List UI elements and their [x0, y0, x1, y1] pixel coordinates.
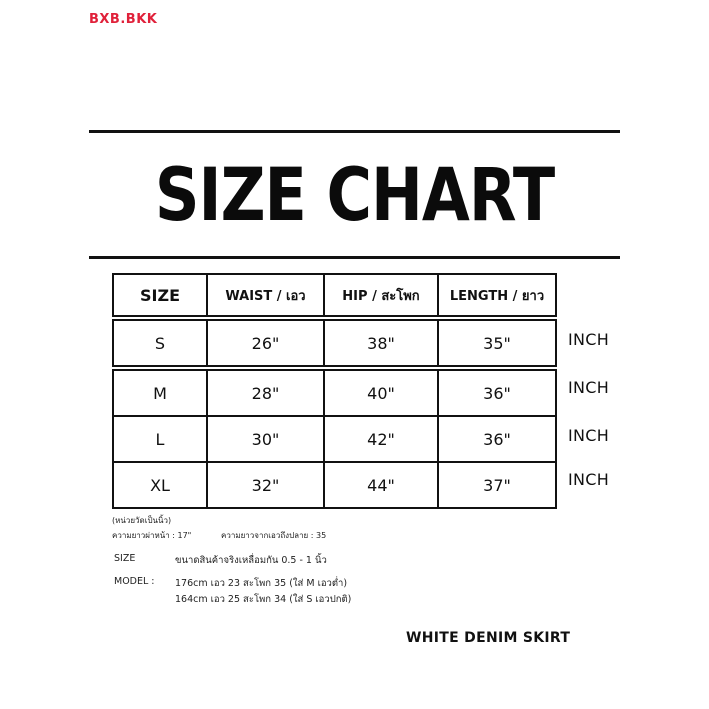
bottom-divider	[89, 256, 620, 259]
header-length: LENGTH / ยาว	[438, 274, 556, 316]
cell-size: L	[113, 416, 207, 462]
table-row	[113, 370, 556, 416]
size-note-label: SIZE	[114, 553, 136, 564]
header-waist: WAIST / เอว	[207, 274, 324, 316]
model-line-2: 164cm เอว 25 สะโพก 34 (ใส่ S เอวปกติ)	[175, 594, 352, 605]
cell-size: M	[113, 370, 207, 416]
page-title: SIZE CHART	[154, 151, 555, 238]
cell-hip: 40"	[324, 370, 438, 416]
unit-note: (หน่วยวัดเป็นนิ้ว)	[112, 516, 172, 525]
unit-label: INCH	[568, 426, 610, 445]
table-row	[113, 462, 556, 508]
header-hip: HIP / สะโพก	[324, 274, 438, 316]
cell-size: XL	[113, 462, 207, 508]
cell-waist: 28"	[207, 370, 324, 416]
cell-hip: 44"	[324, 462, 438, 508]
cell-waist: 32"	[207, 462, 324, 508]
cell-size: S	[113, 320, 207, 366]
size-note-text: ขนาดสินค้าจริงเหลื่อมกัน 0.5 - 1 นิ้ว	[175, 555, 327, 566]
cell-hip: 38"	[324, 320, 438, 366]
cell-length: 36"	[438, 416, 556, 462]
cell-hip: 42"	[324, 416, 438, 462]
product-name: WHITE DENIM SKIRT	[406, 630, 571, 646]
waist-to-hem-note: ความยาวจากเอวถึงปลาย : 35	[221, 531, 327, 540]
table-row	[113, 416, 556, 462]
unit-label: INCH	[568, 470, 610, 489]
cell-waist: 26"	[207, 320, 324, 366]
cell-waist: 30"	[207, 416, 324, 462]
brand-logo: BXB.BKK	[89, 12, 158, 27]
table-header-row	[113, 274, 556, 316]
header-size: SIZE	[113, 274, 207, 316]
cell-length: 37"	[438, 462, 556, 508]
front-slit-note: ความยาวผ่าหน้า : 17"	[112, 531, 192, 540]
size-table	[112, 273, 557, 509]
model-line-1: 176cm เอว 23 สะโพก 35 (ใส่ M เอวต่ำ)	[175, 578, 348, 589]
unit-label: INCH	[568, 330, 610, 349]
table-row	[113, 320, 556, 366]
model-label: MODEL :	[114, 576, 155, 587]
cell-length: 35"	[438, 320, 556, 366]
unit-label: INCH	[568, 378, 610, 397]
cell-length: 36"	[438, 370, 556, 416]
